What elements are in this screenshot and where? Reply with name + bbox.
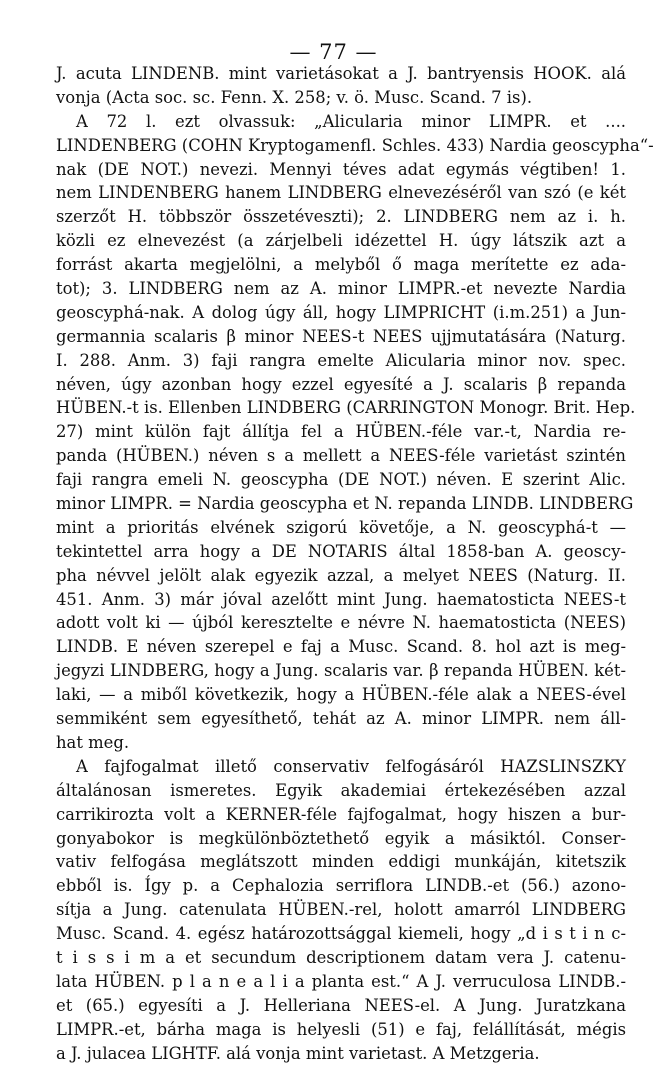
text-line: minor LIMPR. = Nardia geoscypha et N. repanda LINDB. LINDBERG — [56, 494, 634, 514]
text-line: nem LINDENBERG hanem LINDBERG elnevezéséről van szó (e két — [56, 183, 626, 203]
paragraph — [56, 62, 626, 110]
text-line: LINDB. E néven szerepel e faj a Musc. Scand. 8. hol azt is meg- — [56, 637, 626, 657]
text-line: ebből is. Így p. a Cephalozia serriflora LINDB.-et (56.) azono- — [56, 876, 626, 896]
text-line: jegyzi LINDBERG, hogy a Jung. scalaris var. β repanda HÜBEN. két- — [56, 661, 626, 681]
text-line: HÜBEN.-t is. Ellenben LINDBERG (CARRINGTON Monogr. Brit. Hep. — [56, 398, 636, 418]
text-line: vativ felfogása meglátszott minden eddigi munkáján, kitetszik — [56, 852, 626, 872]
text-line: geoscyphá-nak. A dolog úgy áll, hogy LIMPRICHT (i.m.251) a Jun- — [56, 302, 626, 322]
text-line: a J. julacea LIGHTF. alá vonja mint varietast. A Metzgeria. — [56, 1043, 540, 1063]
text-line: nak (DE NOT.) nevezi. Mennyi téves adat egymás végtiben! 1. — [56, 159, 626, 179]
text-line: Musc. Scand. 4. egész határozottsággal kiemeli, hogy „d i s t i n c- — [56, 924, 626, 944]
text-line: általánosan ismeretes. Egyik akademiai értekezésében azzal — [56, 780, 626, 800]
text-line: J. acuta LINDENB. mint varietásokat a J. bantryensis HOOK. alá — [56, 64, 626, 83]
text-line: 27) mint külön fajt állítja fel a HÜBEN.-féle var.-t, Nardia re- — [56, 422, 626, 442]
text-line: lata HÜBEN. p l a n e a l i a planta est.“ A J. verruculosa LINDB.- — [56, 971, 626, 991]
text-line: semmiként sem egyesíthető, tehát az A. minor LIMPR. nem áll- — [56, 709, 626, 729]
text-line: panda (HÜBEN.) néven s a mellett a NEES-féle varietást szintén — [56, 446, 626, 466]
paragraph — [56, 755, 626, 1066]
text-line: forrást akarta megjelölni, a melyből ő maga merítette ez ada- — [56, 255, 626, 275]
body-text — [56, 62, 654, 1065]
text-line: A fajfogalmat illető conservativ felfogásáról HAZSLINSZKY — [76, 756, 626, 776]
text-line: közli ez elnevezést (a zárjelbeli idézettel H. úgy látszik azt a — [56, 231, 626, 251]
text-line: tot); 3. LINDBERG nem az A. minor LIMPR.-et nevezte Nardia — [56, 279, 626, 299]
text-line: tekintettel arra hogy a DE NOTARIS által 1858-ban A. geoscy- — [56, 541, 626, 561]
text-line: 451. Anm. 3) már jóval azelőtt mint Jung. haematosticta NEES-t — [56, 589, 626, 609]
text-line: vonja (Acta soc. sc. Fenn. X. 258; v. ö. Musc. Scand. 7 is). — [56, 87, 533, 107]
paragraph — [56, 110, 654, 755]
text-line: faji rangra emeli N. geoscypha (DE NOT.) néven. E szerint Alic. — [56, 470, 626, 490]
text-line: szerzőt H. többször összetéveszti); 2. LINDBERG nem az i. h. — [56, 207, 626, 227]
text-line: LIMPR.-et, bárha maga is helyesli (51) e faj, felállítását, mégis — [56, 1019, 626, 1039]
text-line: I. 288. Anm. 3) faji rangra emelte Alicularia minor nov. spec. — [56, 350, 626, 370]
text-line: gonyabokor is megkülönböztethető egyik a másiktól. Conser- — [56, 828, 626, 848]
text-line: et (65.) egyesíti a J. Helleriana NEES-el. A Jung. Juratzkana — [56, 995, 626, 1015]
text-line: carrikirozta volt a KERNER-féle fajfogalmat, hogy hiszen a bur- — [56, 804, 626, 824]
text-line: mint a prioritás elvének szigorú követője, a N. geoscyphá-t — — [56, 517, 626, 537]
text-line: hat meg. — [56, 732, 130, 752]
text-line: LINDENBERG (COHN Kryptogamenfl. Schles. 433) Nardia geoscypha“- — [56, 135, 654, 155]
text-line: germannia scalaris β minor NEES-t NEES ujjmutatására (Naturg. — [56, 326, 626, 346]
text-line: néven, úgy azonban hogy ezzel egyesíté a J. scalaris β repanda — [56, 374, 626, 394]
text-line: t i s s i m a et secundum descriptionem datam vera J. catenu- — [56, 947, 626, 967]
text-line: pha névvel jelölt alak egyezik azzal, a melyet NEES (Naturg. II. — [56, 565, 626, 585]
text-line: laki, — a miből következik, hogy a HÜBEN.-féle alak a NEES-ével — [56, 685, 626, 705]
page-number: — 77 — — [289, 40, 378, 64]
text-line: A 72 l. ezt olvassuk: „Alicularia minor LIMPR. et .... — [76, 111, 626, 131]
text-line: sítja a Jung. catenulata HÜBEN.-rel, holott amarról LINDBERG — [56, 900, 626, 920]
text-line: adott volt ki — újból keresztelte e névre N. haematosticta (NEES) — [56, 613, 626, 633]
